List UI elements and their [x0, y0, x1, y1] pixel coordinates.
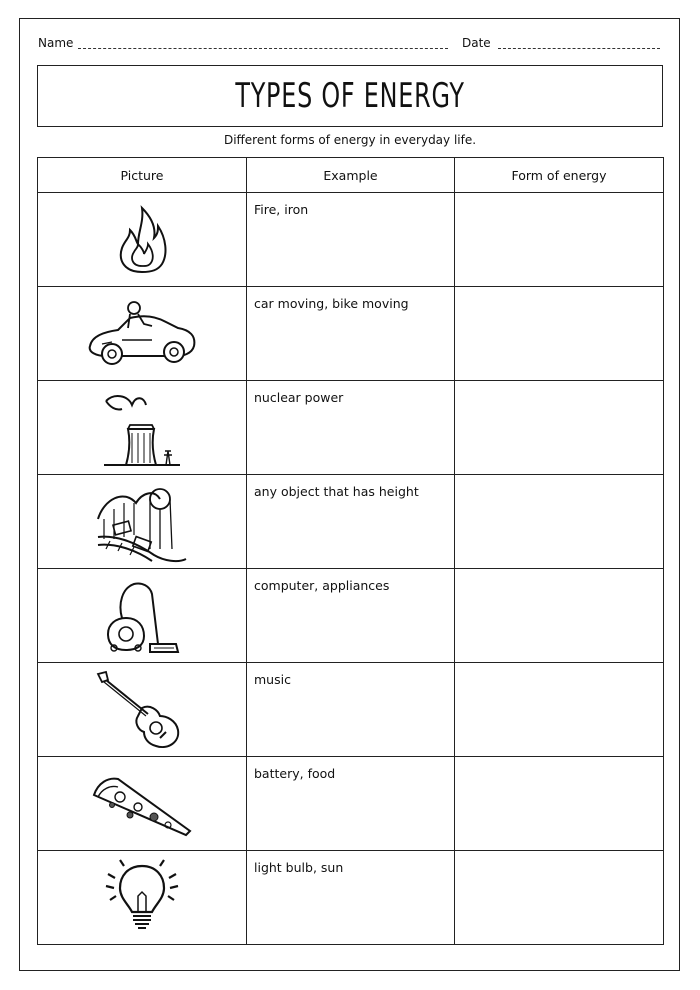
example-text: music: [254, 672, 291, 687]
picture-cell: [38, 475, 247, 569]
example-text: Fire, iron: [254, 202, 309, 217]
form-of-energy-cell[interactable]: [455, 663, 664, 757]
table-row: [38, 193, 664, 287]
table-row: [38, 287, 664, 381]
column-header-picture: Picture: [38, 158, 247, 193]
form-of-energy-cell[interactable]: [455, 381, 664, 475]
form-of-energy-cell[interactable]: [455, 193, 664, 287]
name-date-row: [38, 34, 660, 54]
picture-cell: [38, 193, 247, 287]
light-bulb-icon: [100, 856, 184, 940]
example-text: car moving, bike moving: [254, 296, 409, 311]
form-of-energy-cell[interactable]: [455, 851, 664, 945]
form-of-energy-cell[interactable]: [455, 475, 664, 569]
table-row: [38, 569, 664, 663]
guitar-icon: [94, 668, 190, 752]
example-text: battery, food: [254, 766, 336, 781]
fire-icon: [112, 202, 172, 277]
table-row: [38, 851, 664, 945]
name-field[interactable]: [78, 48, 448, 49]
vacuum-cleaner-icon: [100, 574, 184, 658]
pizza-icon: [90, 769, 194, 839]
date-field[interactable]: [498, 48, 660, 49]
example-text: computer, appliances: [254, 578, 390, 593]
nuclear-plant-icon: [102, 387, 182, 469]
column-header-example: Example: [247, 158, 455, 193]
roller-coaster-icon: [94, 479, 190, 565]
energy-table: [37, 157, 664, 945]
column-header-form: Form of energy: [455, 158, 664, 193]
form-of-energy-cell[interactable]: [455, 287, 664, 381]
picture-cell: [38, 381, 247, 475]
form-of-energy-cell[interactable]: [455, 569, 664, 663]
subtitle: Different forms of energy in everyday life.: [223, 133, 477, 147]
table-row: [38, 757, 664, 851]
table-row: [38, 381, 664, 475]
picture-cell: [38, 757, 247, 851]
picture-cell: [38, 287, 247, 381]
table-row: [38, 475, 664, 569]
picture-cell: [38, 663, 247, 757]
name-label: Name: [38, 36, 74, 50]
example-text: any object that has height: [254, 484, 419, 499]
picture-cell: [38, 569, 247, 663]
page-title: TYPES OF ENERGY: [235, 76, 465, 116]
date-label: Date: [462, 36, 491, 50]
table-header-row: [38, 158, 664, 193]
table-row: [38, 663, 664, 757]
form-of-energy-cell[interactable]: [455, 757, 664, 851]
example-text: nuclear power: [254, 390, 344, 405]
title-box: [37, 65, 663, 127]
picture-cell: [38, 851, 247, 945]
car-icon: [82, 294, 202, 374]
example-text: light bulb, sun: [254, 860, 344, 875]
